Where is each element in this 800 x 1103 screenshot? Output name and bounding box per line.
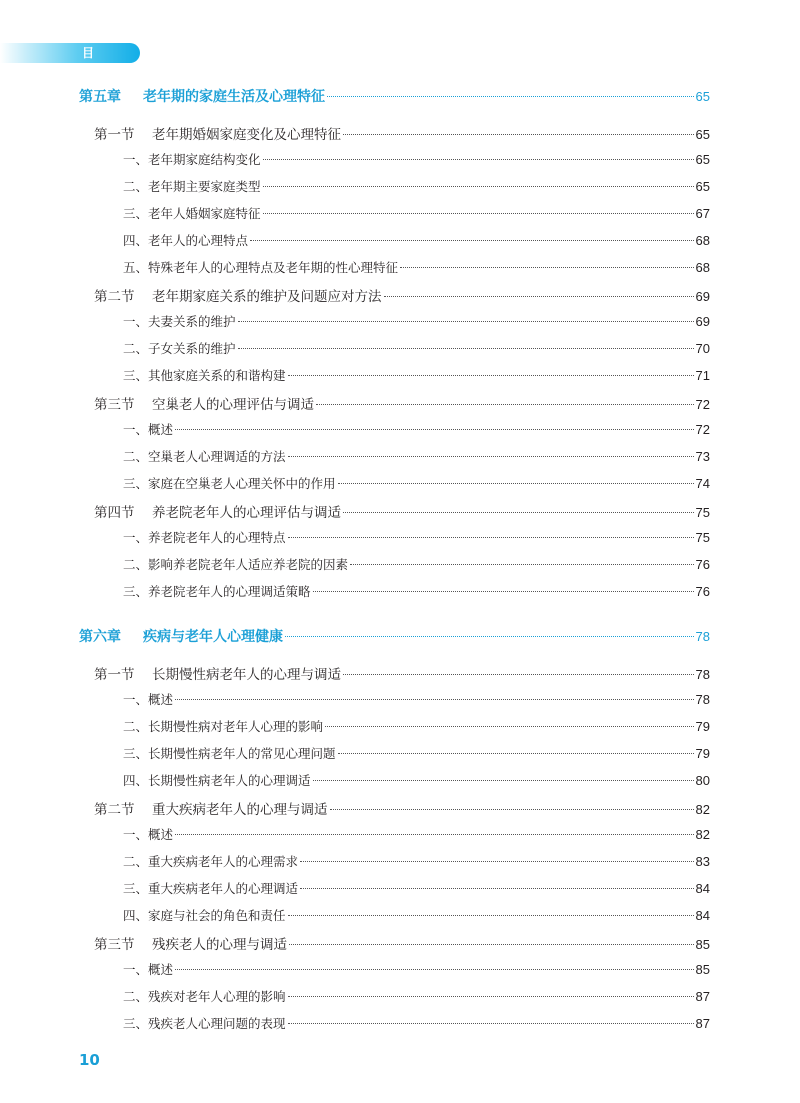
toc-entry-text: 一、概述	[123, 827, 174, 842]
dot-leader	[325, 726, 694, 727]
toc-entry-text: 三、养老院老年人的心理调适策略	[123, 584, 311, 599]
toc-entry-page: 72	[695, 397, 710, 412]
toc-entry-title	[79, 86, 325, 106]
toc-entry-page: 78	[695, 629, 710, 644]
toc-entry-title	[123, 906, 286, 924]
toc-entry-title	[123, 204, 261, 222]
toc-entry-text: 一、概述	[123, 692, 174, 707]
toc-entry-text: 二、子女关系的维护	[123, 341, 236, 356]
dot-leader	[288, 456, 694, 457]
toc-entry-title	[123, 339, 236, 357]
toc-entry-page: 83	[695, 854, 710, 869]
toc-item-row[interactable]	[0, 960, 710, 978]
toc-entry-page: 82	[695, 802, 710, 817]
toc-entry-text: 老年期的家庭生活及心理特征	[143, 89, 325, 105]
toc-section-row[interactable]	[0, 501, 710, 521]
dot-leader	[175, 834, 694, 835]
toc-entry-text: 老年期婚姻家庭变化及心理特征	[152, 127, 341, 143]
toc-entry-page: 84	[695, 908, 710, 923]
toc-entry-page: 82	[695, 827, 710, 842]
toc-item-row[interactable]	[0, 771, 710, 789]
dot-leader	[350, 564, 694, 565]
toc-entry-page: 69	[695, 314, 710, 329]
toc-entry-page: 68	[695, 260, 710, 275]
dot-leader	[343, 674, 694, 675]
toc-entry-text: 二、重大疾病老年人的心理需求	[123, 854, 299, 869]
toc-entry-page: 78	[695, 667, 710, 682]
toc-entry-page: 74	[695, 476, 710, 491]
toc-entry-title	[123, 366, 286, 384]
toc-entry-page: 79	[695, 719, 710, 734]
toc-item-row[interactable]	[0, 852, 710, 870]
toc-entry-title	[123, 150, 261, 168]
dot-leader	[175, 429, 694, 430]
toc-entry-title	[79, 626, 283, 646]
toc-entry-text: 一、夫妻关系的维护	[123, 314, 236, 329]
dot-leader	[313, 591, 694, 592]
toc-entry-title	[123, 555, 348, 573]
toc-entry-text: 三、其他家庭关系的和谐构建	[123, 368, 286, 383]
toc-item-row[interactable]	[0, 555, 710, 573]
toc-item-row[interactable]	[0, 474, 710, 492]
toc-item-row[interactable]	[0, 366, 710, 384]
dot-leader	[384, 296, 694, 297]
toc-entry-text: 三、长期慢性病老年人的常见心理问题	[123, 746, 336, 761]
toc-entry-title	[123, 771, 311, 789]
dot-leader	[288, 537, 694, 538]
toc-entry-text: 养老院老年人的心理评估与调适	[152, 505, 341, 521]
toc-entry-page: 84	[695, 881, 710, 896]
toc-item-row[interactable]	[0, 420, 710, 438]
toc-entry-title	[123, 987, 286, 1005]
toc-entry-title	[94, 285, 382, 305]
dot-leader	[300, 888, 694, 889]
toc-entry-page: 65	[695, 179, 710, 194]
toc-entry-text: 四、长期慢性病老年人的心理调适	[123, 773, 311, 788]
dot-leader	[263, 213, 694, 214]
toc-item-row[interactable]	[0, 744, 710, 762]
toc-entry-page: 65	[695, 152, 710, 167]
toc-section-row[interactable]	[0, 933, 710, 953]
toc-entry-title	[123, 474, 336, 492]
toc-entry-title	[123, 1014, 286, 1032]
toc-entry-page: 85	[695, 937, 710, 952]
toc-entry-text: 三、残疾老人心理问题的表现	[123, 1016, 286, 1031]
toc-entry-title	[94, 798, 328, 818]
dot-leader	[343, 512, 694, 513]
toc-item-row[interactable]	[0, 528, 710, 546]
toc-item-row[interactable]	[0, 258, 710, 276]
dot-leader	[313, 780, 694, 781]
toc-entry-number: 第一节	[94, 667, 135, 683]
toc-entry-text: 一、老年期家庭结构变化	[123, 152, 261, 167]
toc-entry-title	[123, 582, 311, 600]
toc-entry-text: 四、老年人的心理特点	[123, 233, 249, 248]
toc-entry-text: 三、家庭在空巢老人心理关怀中的作用	[123, 476, 336, 491]
toc-section-row[interactable]	[0, 393, 710, 413]
toc-entry-title	[123, 231, 248, 249]
toc-entry-title	[123, 312, 236, 330]
toc-entry-number: 第三节	[94, 397, 135, 413]
toc-entry-title	[123, 690, 173, 708]
toc-entry-title	[123, 717, 323, 735]
dot-leader	[289, 944, 694, 945]
toc-entry-title	[123, 258, 398, 276]
toc-entry-title	[123, 879, 298, 897]
toc-entry-number: 第二节	[94, 289, 135, 305]
toc-entry-title	[123, 744, 336, 762]
toc-entry-title	[94, 393, 314, 413]
toc-entry-text: 四、家庭与社会的角色和责任	[123, 908, 286, 923]
toc-entry-number: 第四节	[94, 505, 135, 521]
toc-entry-page: 73	[695, 449, 710, 464]
toc-entry-page: 78	[695, 692, 710, 707]
toc-item-row[interactable]	[0, 987, 710, 1005]
toc-entry-title	[123, 960, 173, 978]
dot-leader	[288, 996, 694, 997]
toc-entry-title	[94, 123, 341, 143]
toc-item-row[interactable]	[0, 312, 710, 330]
toc-entry-text: 二、影响养老院老年人适应养老院的因素	[123, 557, 349, 572]
dot-leader	[175, 969, 694, 970]
toc-entry-text: 空巢老人的心理评估与调适	[152, 397, 314, 413]
toc-entry-text: 重大疾病老年人的心理与调适	[152, 802, 328, 818]
toc-entry-title	[123, 528, 286, 546]
dot-leader	[338, 483, 694, 484]
toc-entry-text: 二、老年期主要家庭类型	[123, 179, 261, 194]
dot-leader	[250, 240, 694, 241]
toc-entry-page: 76	[695, 584, 710, 599]
toc-entry-text: 老年期家庭关系的维护及问题应对方法	[152, 289, 382, 305]
dot-leader	[288, 915, 694, 916]
dot-leader	[288, 1023, 694, 1024]
toc-chapter-row[interactable]	[0, 86, 710, 106]
toc-entry-page: 87	[695, 1016, 710, 1031]
toc-section-row[interactable]	[0, 663, 710, 683]
toc-entry-text: 二、长期慢性病对老年人心理的影响	[123, 719, 324, 734]
toc-item-row[interactable]	[0, 690, 710, 708]
toc-entry-title	[123, 825, 173, 843]
dot-leader	[263, 186, 694, 187]
toc-entry-text: 二、空巢老人心理调适的方法	[123, 449, 286, 464]
toc-entry-page: 79	[695, 746, 710, 761]
toc-entry-text: 一、养老院老年人的心理特点	[123, 530, 286, 545]
toc-item-row[interactable]	[0, 447, 710, 465]
toc-section-row[interactable]	[0, 285, 710, 305]
toc-section-row[interactable]	[0, 123, 710, 143]
toc-item-row[interactable]	[0, 177, 710, 195]
toc-entry-text: 五、特殊老年人的心理特点及老年期的性心理特征	[123, 260, 399, 275]
toc-entry-title	[123, 447, 286, 465]
dot-leader	[300, 861, 694, 862]
dot-leader	[343, 134, 694, 135]
toc-chapter-row[interactable]	[0, 626, 710, 646]
toc-entry-text: 三、重大疾病老年人的心理调适	[123, 881, 299, 896]
toc-entry-title	[94, 933, 287, 953]
toc-section-row[interactable]	[0, 798, 710, 818]
toc-entry-text: 三、老年人婚姻家庭特征	[123, 206, 261, 221]
page-number: 10	[79, 1051, 100, 1069]
toc-entry-page: 87	[695, 989, 710, 1004]
dot-leader	[400, 267, 694, 268]
dot-leader	[330, 809, 694, 810]
toc-item-row[interactable]	[0, 204, 710, 222]
toc-entry-page: 70	[695, 341, 710, 356]
toc-entry-page: 68	[695, 233, 710, 248]
toc-entry-number: 第六章	[79, 629, 121, 645]
toc-entry-text: 疾病与老年人心理健康	[143, 629, 283, 645]
toc-entry-title	[94, 663, 341, 683]
toc-entry-title	[123, 852, 298, 870]
toc-entry-page: 75	[695, 505, 710, 520]
toc-entry-title	[94, 501, 341, 521]
toc-entry-number: 第一节	[94, 127, 135, 143]
toc-entry-page: 67	[695, 206, 710, 221]
toc-entry-page: 80	[695, 773, 710, 788]
toc-entry-page: 72	[695, 422, 710, 437]
toc-entry-page: 71	[695, 368, 710, 383]
toc-entry-text: 二、残疾对老年人心理的影响	[123, 989, 286, 1004]
toc-item-row[interactable]	[0, 1014, 710, 1032]
toc-entry-page: 76	[695, 557, 710, 572]
toc-item-row[interactable]	[0, 879, 710, 897]
contents-tab-label: 目 录	[82, 46, 111, 80]
dot-leader	[327, 96, 694, 97]
toc-entry-page: 85	[695, 962, 710, 977]
dot-leader	[238, 321, 694, 322]
dot-leader	[316, 404, 694, 405]
toc-item-row[interactable]	[0, 582, 710, 600]
dot-leader	[175, 699, 694, 700]
toc-entry-number: 第五章	[79, 89, 121, 105]
toc-entry-text: 一、概述	[123, 422, 174, 437]
toc-entry-title	[123, 420, 173, 438]
toc-entry-number: 第二节	[94, 802, 135, 818]
toc-entry-page: 75	[695, 530, 710, 545]
dot-leader	[263, 159, 694, 160]
toc-item-row[interactable]	[0, 906, 710, 924]
toc-entry-text: 残疾老人的心理与调适	[152, 937, 287, 953]
toc-entry-title	[123, 177, 261, 195]
dot-leader	[288, 375, 694, 376]
toc-entry-number: 第三节	[94, 937, 135, 953]
dot-leader	[285, 636, 694, 637]
toc-item-row[interactable]	[0, 231, 710, 249]
dot-leader	[338, 753, 694, 754]
toc-item-row[interactable]	[0, 150, 710, 168]
toc-entry-page: 65	[695, 89, 710, 104]
toc-item-row[interactable]	[0, 825, 710, 843]
toc-entry-text: 一、概述	[123, 962, 174, 977]
toc-entry-page: 69	[695, 289, 710, 304]
toc-item-row[interactable]	[0, 339, 710, 357]
toc-entry-page: 65	[695, 127, 710, 142]
toc-item-row[interactable]	[0, 717, 710, 735]
dot-leader	[238, 348, 694, 349]
toc-entry-text: 长期慢性病老年人的心理与调适	[152, 667, 341, 683]
